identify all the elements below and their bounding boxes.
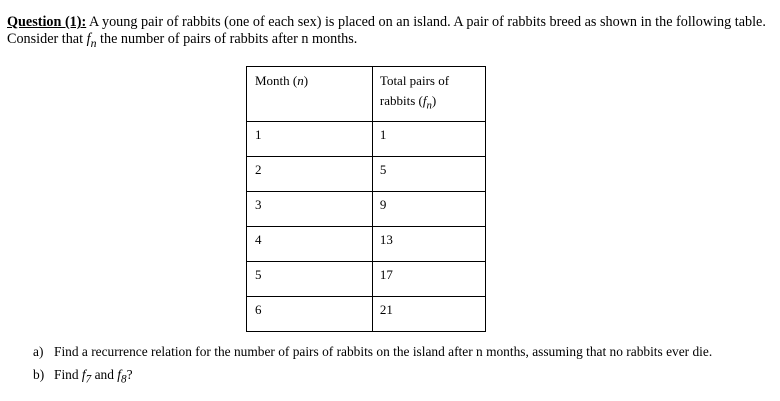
cell-total: 17 bbox=[372, 262, 485, 297]
question-parts bbox=[33, 345, 753, 396]
part-a-letter: a) bbox=[33, 344, 44, 359]
part-b bbox=[33, 368, 753, 387]
cell-month: 3 bbox=[247, 192, 373, 227]
table-row bbox=[247, 297, 486, 332]
table-row bbox=[247, 157, 486, 192]
question-body-2: the number of pairs of rabbits after n months. bbox=[96, 31, 358, 47]
cell-month: 6 bbox=[247, 297, 373, 332]
part-b-letter: b) bbox=[33, 367, 45, 382]
rabbit-table bbox=[246, 66, 486, 332]
table-header-row bbox=[247, 67, 486, 122]
cell-total: 9 bbox=[372, 192, 485, 227]
cell-month: 2 bbox=[247, 157, 373, 192]
question-label: Question (1): bbox=[7, 14, 87, 30]
question-text bbox=[7, 14, 767, 52]
part-b-text: Find $f_7$ and $f_8$? bbox=[54, 367, 133, 386]
cell-total: 21 bbox=[372, 297, 485, 332]
table-row bbox=[247, 192, 486, 227]
cell-total: 1 bbox=[372, 122, 485, 157]
cell-month: 5 bbox=[247, 262, 373, 297]
cell-total: 5 bbox=[372, 157, 485, 192]
fn-symbol: f bbox=[86, 31, 91, 47]
question-body-1: A young pair of rabbits (one of each sex) is placed on an island. A pair of rabbits breed as shown in the following table. Consider that bbox=[7, 14, 766, 47]
fn-subscript: n bbox=[90, 35, 97, 50]
header-month: Month (n) bbox=[247, 67, 373, 122]
table-row bbox=[247, 122, 486, 157]
part-a-text: Find a recurrence relation for the number of pairs of rabbits on the island after n months, assuming that no rabbits ever die. bbox=[54, 344, 713, 359]
cell-month: 4 bbox=[247, 227, 373, 262]
cell-total: 13 bbox=[372, 227, 485, 262]
table-row bbox=[247, 227, 486, 262]
part-a bbox=[33, 345, 753, 359]
table-row bbox=[247, 262, 486, 297]
header-total: Total pairs of rabbits $(f_n)$ bbox=[372, 67, 485, 122]
cell-month: 1 bbox=[247, 122, 373, 157]
